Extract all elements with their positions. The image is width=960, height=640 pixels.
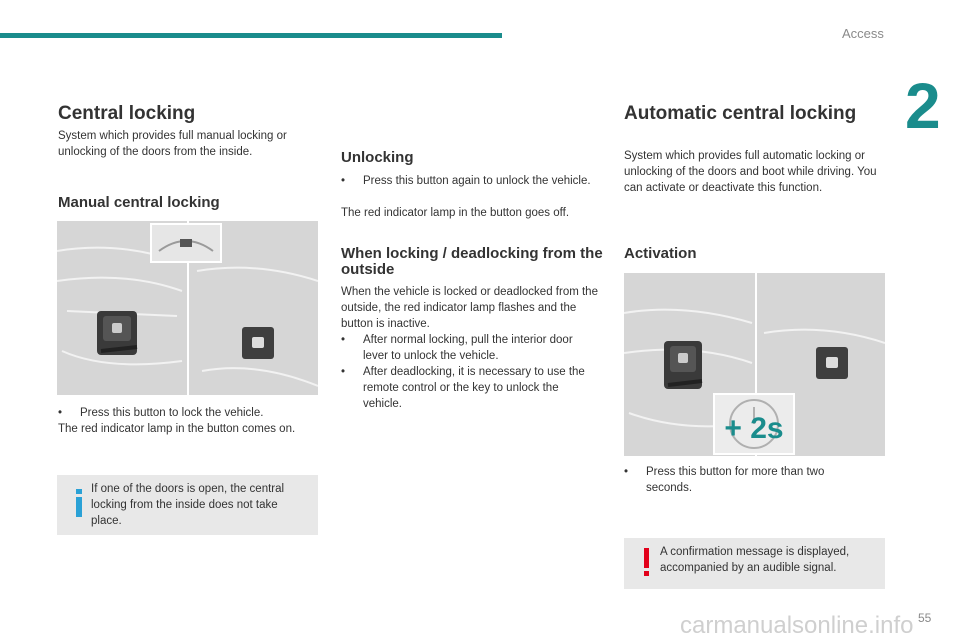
central-locking-title: Central locking — [58, 103, 196, 124]
automatic-locking-intro: System which provides full automatic locking or unlocking of the doors and boot while driving. You can activate or deactivate this function. — [624, 150, 877, 194]
bullet-lock-text: Press this button to lock the vehicle. — [80, 407, 264, 419]
bullet-unlock-text: Press this button again to unlock the vehicle. — [363, 175, 591, 187]
unlock-note: The red indicator lamp in the button goes off. — [341, 207, 570, 219]
warning-box — [624, 538, 885, 589]
bullet-marker: • — [341, 334, 346, 346]
bullet-activation — [624, 464, 884, 496]
watermark: carmanualsonline.info — [680, 612, 914, 639]
bullet-marker: • — [624, 466, 629, 478]
bullet-deadlocking — [341, 364, 599, 412]
bullet-marker: • — [341, 366, 346, 378]
activation-title: Activation — [624, 245, 697, 262]
header-accent-bar — [0, 33, 502, 38]
bullet-marker: • — [58, 407, 63, 419]
activation-illustration — [624, 273, 885, 456]
bullet-activation-text: Press this button for more than two seconds. — [646, 466, 825, 494]
bullet-marker: • — [341, 175, 346, 187]
bullet-normal-locking-text: After normal locking, pull the interior door lever to unlock the vehicle. — [363, 334, 573, 362]
page-number: 55 — [918, 611, 932, 625]
unlocking-title: Unlocking — [341, 149, 414, 166]
warning-text: A confirmation message is displayed, accompanied by an audible signal. — [660, 546, 850, 574]
manual-central-locking-title: Manual central locking — [58, 194, 220, 211]
warning-icon — [638, 546, 656, 582]
bullet-deadlocking-text: After deadlocking, it is necessary to use the remote control or the key to unlock the vehicle. — [363, 366, 585, 410]
bullet-lock — [58, 405, 320, 421]
info-text: If one of the doors is open, the central locking from the inside does not take place. — [91, 483, 285, 527]
bullet-normal-locking — [341, 332, 599, 364]
chapter-number: 2 — [905, 70, 941, 142]
outside-locking-title: When locking / deadlocking from the outside — [341, 245, 603, 278]
info-box — [57, 475, 318, 535]
lock-note: The red indicator lamp in the button comes on. — [58, 423, 296, 435]
section-name: Access — [842, 26, 884, 41]
bullet-unlock — [341, 173, 596, 189]
outside-locking-text: When the vehicle is locked or deadlocked from the outside, the red indicator lamp flashes and the button is inactive. — [341, 286, 598, 330]
automatic-central-locking-title: Automatic central locking — [624, 103, 857, 124]
central-locking-intro: System which provides full manual locking or unlocking of the doors from the inside. — [58, 130, 287, 158]
info-icon — [71, 485, 89, 521]
manual-locking-illustration — [57, 221, 318, 395]
two-seconds-badge: + 2s — [724, 412, 784, 445]
